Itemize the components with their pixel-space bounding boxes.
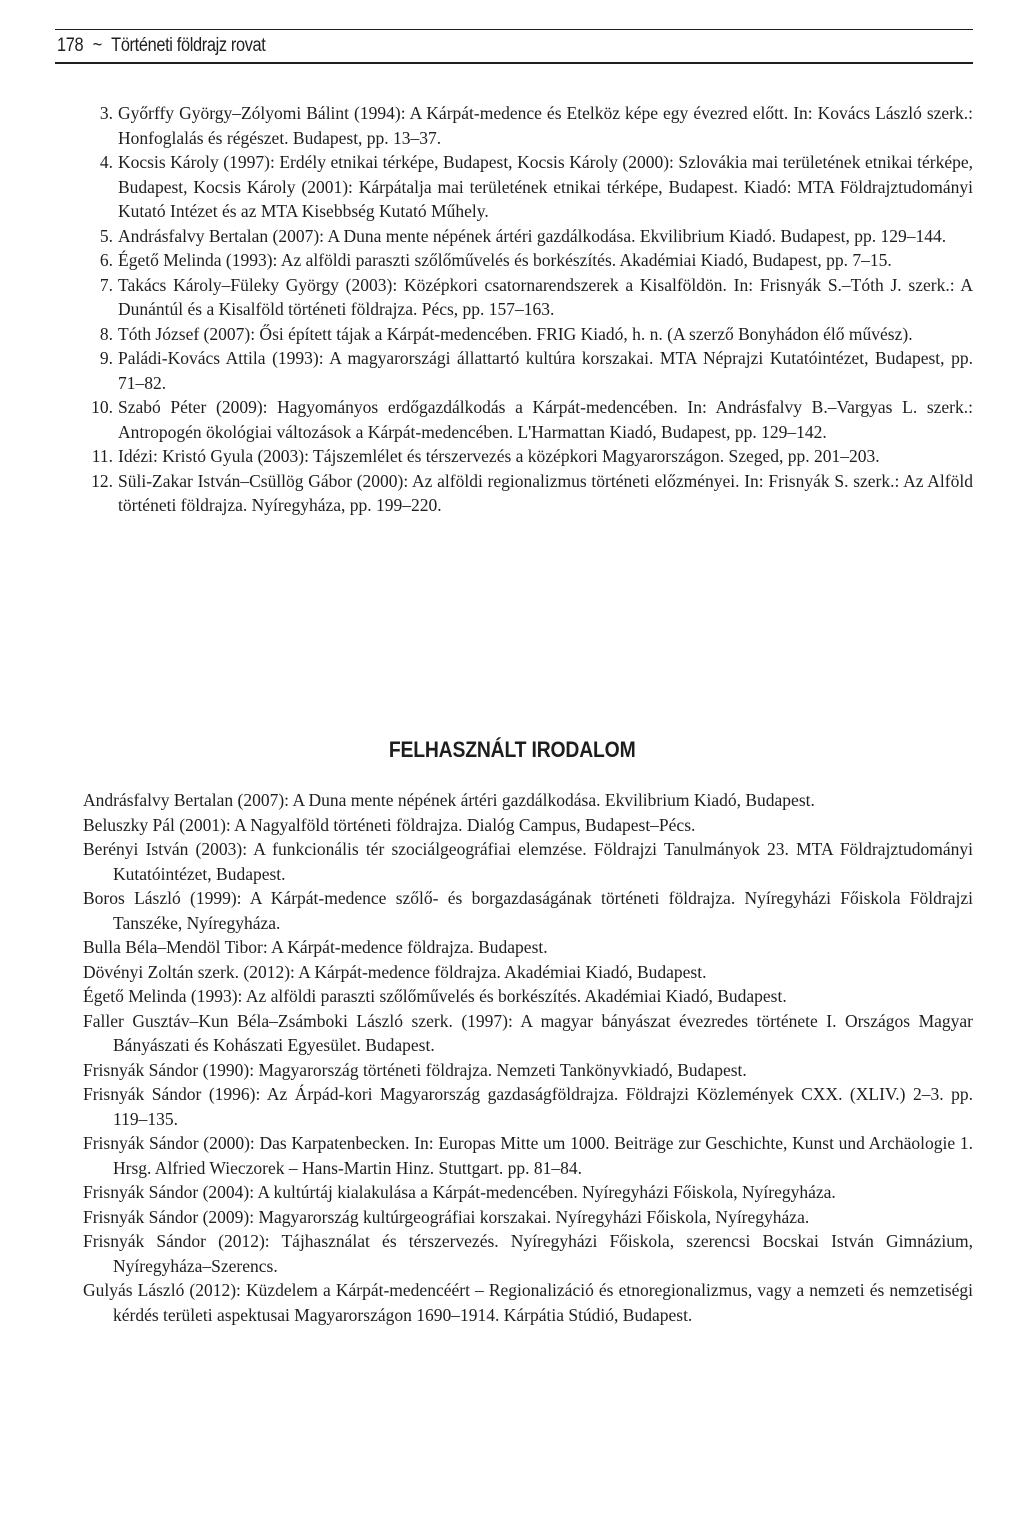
endnote-item <box>82 101 975 150</box>
header-bottom-rule <box>55 62 973 64</box>
header-top-rule <box>55 29 973 30</box>
endnote-number: 10. <box>91 397 113 417</box>
endnote-text: Takács Károly–Füleky György (2003): Középkori csatornarendszerek a Kisalföldön. In: Frisnyák S.–Tóth J. szerk.: A Dunántúl és a Kisalföld történeti földrajza. Pécs, pp. 157–163. <box>118 274 973 319</box>
endnote-number: 9. <box>99 348 113 368</box>
endnote-text: Tóth József (2007): Ősi épített tájak a Kárpát-medencében. FRIG Kiadó, h. n. (A szerző Bonyhádon élő művész). <box>118 323 913 344</box>
bibliography-entry: Frisnyák Sándor (1996): Az Árpád-kori Magyarország gazdaságföldrajza. Földrajzi Közlemények CXX. (XLIV.) 2–3. pp. 119–135. <box>83 1084 973 1129</box>
endnote-text: Kocsis Károly (1997): Erdély etnikai térképe, Budapest, Kocsis Károly (2000): Szlovákia mai területének etnikai térképe, Budapest, Kocsis Károly (2001): Kárpátalja mai területének etnikai térképe, Budapest. Kiadó: MTA Földrajztudományi Kutató Intézet és az MTA Kisebbség Kutató Műhely. <box>118 152 973 221</box>
bibliography-heading: FELHASZNÁLT IRODALOM <box>388 737 636 762</box>
endnote-number: 8. <box>99 323 113 344</box>
bibliography-entry: Frisnyák Sándor (2000): Das Karpatenbecken. In: Europas Mitte um 1000. Beiträge zur Geschichte, Kunst und Archäologie 1. Hrsg. Alfried Wieczorek – Hans-Martin Hinz. Stuttgart. pp. 81–84. <box>83 1133 973 1178</box>
bibliography-entry: Frisnyák Sándor (2009): Magyarország kultúrgeográfiai korszakai. Nyíregyházi Főiskola, Nyíregyháza. <box>83 1206 810 1227</box>
endnote-text: Idézi: Kristó Gyula (2003): Tájszemlélet és térszervezés a középkori Magyarországon. Szeged, pp. 201–203. <box>118 446 880 466</box>
bibliography-entry: Gulyás László (2012): Küzdelem a Kárpát-medencéért – Regionalizáció és etnoregionalizmus, vagy a nemzeti és nemzetiségi kérdés területi aspektusai Magyarországon 1690–1914. Kárpátia Stúdió, Budapest. <box>83 1280 973 1325</box>
bibliography-entry: Frisnyák Sándor (1990): Magyarország történeti földrajza. Nemzeti Tankönyvkiadó, Budapest. <box>83 1059 747 1080</box>
bibliography-entry: Beluszky Pál (2001): A Nagyalföld történeti földrajza. Dialóg Campus, Budapest–Pécs. <box>83 814 696 835</box>
endnote-text: Andrásfalvy Bertalan (2007): A Duna mente népének ártéri gazdálkodása. Ekvilibrium Kiadó. Budapest, pp. 129–144. <box>118 225 947 246</box>
bibliography-entry: Berényi István (2003): A funkcionális tér szociálgeográfiai elemzése. Földrajzi Tanulmányok 23. MTA Földrajztudományi Kutatóintézet, Budapest. <box>83 839 973 884</box>
endnote-number: 7. <box>99 274 113 295</box>
endnote-number: 3. <box>99 103 113 123</box>
endnote-text: Süli-Zakar István–Csüllög Gábor (2000): Az alföldi regionalizmus történeti előzményei. In: Frisnyák S. szerk.: Az Alföld történeti földrajza. Nyíregyháza, pp. 199–220. <box>118 470 973 515</box>
endnote-number: 4. <box>99 152 113 172</box>
endnote-text: Győrffy György–Zólyomi Bálint (1994): A Kárpát-medence és Etelköz képe egy évezred előtt. In: Kovács László szerk.: Honfoglalás és régészet. Budapest, pp. 13–37. <box>118 103 973 148</box>
section-title: Történeti földrajz rovat <box>111 35 266 56</box>
endnotes-list <box>82 101 975 518</box>
endnote-item <box>82 224 975 249</box>
endnote-number: 12. <box>91 470 113 491</box>
bibliography-entry: Faller Gusztáv–Kun Béla–Zsámboki László szerk. (1997): A magyar bányászat évezredes története I. Országos Magyar Bányászati és Kohászati Egyesület. Budapest. <box>83 1010 973 1055</box>
header-separator: ~ <box>92 35 102 56</box>
endnote-number: 6. <box>99 250 113 270</box>
endnote-item <box>82 469 975 518</box>
endnote-item <box>82 150 975 224</box>
running-header <box>57 35 265 57</box>
bibliography-entry: Andrásfalvy Bertalan (2007): A Duna mente népének ártéri gazdálkodása. Ekvilibrium Kiadó, Budapest. <box>83 790 815 810</box>
bibliography-entry: Boros László (1999): A Kárpát-medence szőlő- és borgazdaságának történeti földrajza. Nyíregyházi Főiskola Földrajzi Tanszéke, Nyíregyháza. <box>83 888 973 933</box>
endnote-text: Paládi-Kovács Attila (1993): A magyarországi állattartó kultúra korszakai. MTA Néprajzi Kutatóintézet, Budapest, pp. 71–82. <box>118 348 973 393</box>
bibliography-entry: Dövényi Zoltán szerk. (2012): A Kárpát-medence földrajza. Akadémiai Kiadó, Budapest. <box>83 961 707 982</box>
bibliography-entry: Frisnyák Sándor (2004): A kultúrtáj kialakulása a Kárpát-medencében. Nyíregyházi Főiskola, Nyíregyháza. <box>83 1182 836 1202</box>
bibliography-list <box>83 788 973 1327</box>
endnote-item <box>82 395 975 444</box>
endnote-item <box>82 346 975 395</box>
bibliography-entry: Bulla Béla–Mendöl Tibor: A Kárpát-medence földrajza. Budapest. <box>83 937 548 957</box>
endnote-item <box>82 248 975 273</box>
page-number: 178 <box>57 35 84 56</box>
endnote-text: Égető Melinda (1993): Az alföldi paraszti szőlőművelés és borkészítés. Akadémiai Kiadó, Budapest, pp. 7–15. <box>118 250 892 270</box>
endnote-text: Szabó Péter (2009): Hagyományos erdőgazdálkodás a Kárpát-medencében. In: Andrásfalvy B.–Vargyas L. szerk.: Antropogén ökológiai változások a Kárpát-medencében. L'Harmattan Kiadó, Budapest, pp. 129–142. <box>118 397 973 442</box>
bibliography-entry: Frisnyák Sándor (2012): Tájhasználat és térszervezés. Nyíregyházi Főiskola, szerencsi Bocskai István Gimnázium, Nyíregyháza–Szerencs. <box>83 1231 973 1276</box>
endnote-item <box>82 444 975 469</box>
endnote-item <box>82 273 975 322</box>
endnote-number: 5. <box>99 225 113 246</box>
endnote-item <box>82 322 975 347</box>
bibliography-entry: Égető Melinda (1993): Az alföldi paraszti szőlőművelés és borkészítés. Akadémiai Kiadó, Budapest. <box>83 986 787 1006</box>
endnote-number: 11. <box>91 446 113 466</box>
